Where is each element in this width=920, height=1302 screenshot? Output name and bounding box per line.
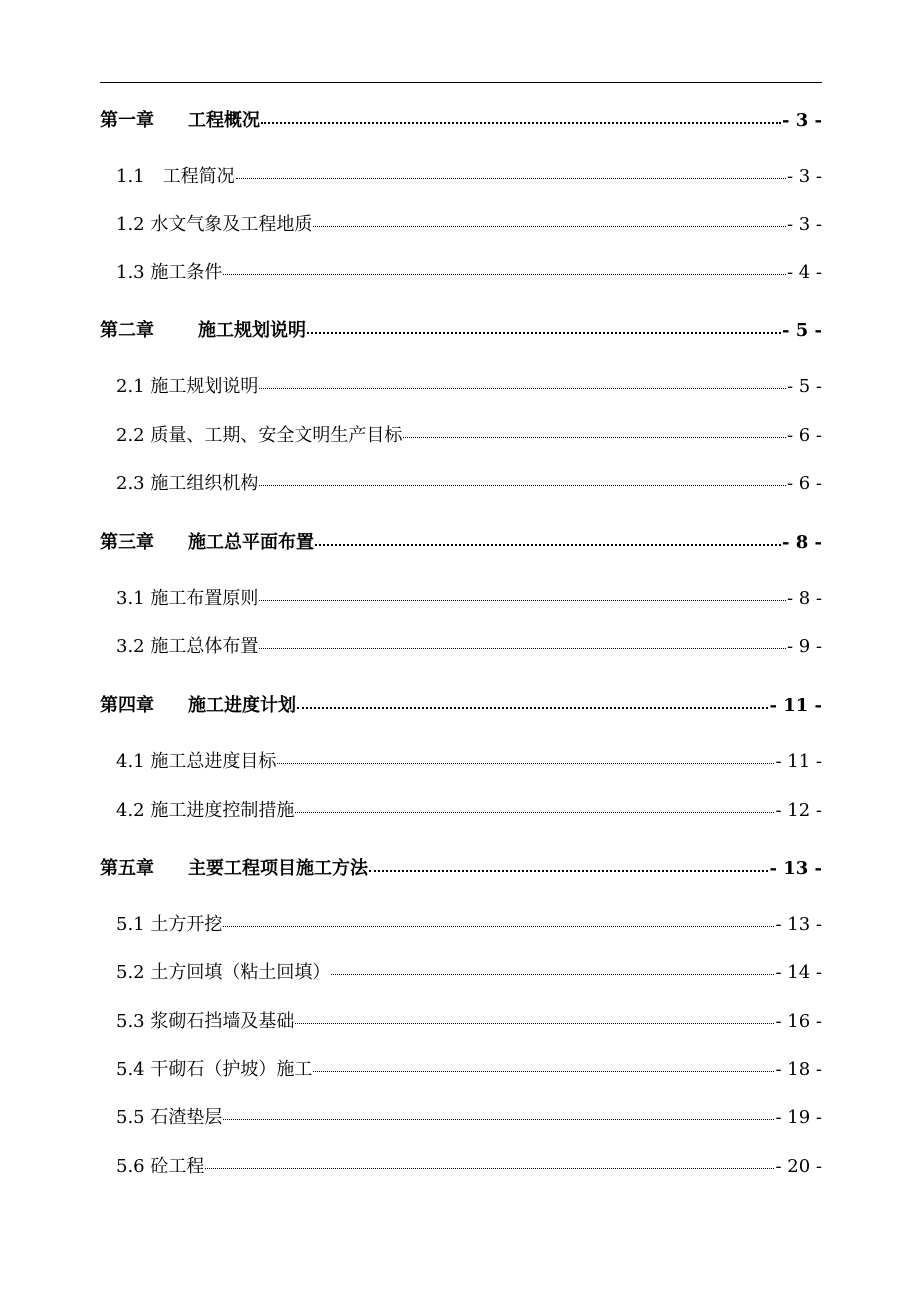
toc-page-number: - 20 - (775, 1156, 822, 1177)
toc-section-label: 4.1 施工总进度目标 (116, 751, 277, 772)
toc-section-3-2[interactable] (116, 632, 822, 658)
toc-section-2-2[interactable] (116, 421, 822, 447)
toc-page-number: - 8 - (786, 588, 822, 609)
toc-leader (259, 647, 786, 649)
toc-page-number: - 6 - (786, 473, 822, 494)
toc-leader (205, 1167, 774, 1169)
toc-page-number: - 13 - (775, 914, 822, 935)
toc-leader (315, 543, 781, 546)
toc-page-number: - 18 - (775, 1059, 822, 1080)
toc-page-number: - 6 - (786, 425, 822, 446)
toc-chapter-label: 第五章 主要工程项目施工方法 (100, 858, 368, 879)
toc-section-label: 1.3 施工条件 (116, 262, 223, 283)
toc-leader (313, 225, 786, 227)
toc-section-5-6[interactable] (116, 1152, 822, 1178)
toc-page-number: - 5 - (786, 376, 822, 397)
toc-page-number: - 8 - (782, 532, 822, 553)
toc-chapter-label: 第三章 施工总平面布置 (100, 532, 314, 553)
toc-chapter-4[interactable] (100, 691, 822, 717)
toc-section-label: 2.3 施工组织机构 (116, 473, 259, 494)
toc-section-2-3[interactable] (116, 469, 822, 495)
toc-page-number: - 3 - (786, 166, 822, 187)
toc-leader (223, 273, 786, 275)
toc-page-number: - 14 - (775, 962, 822, 983)
toc-leader (313, 1070, 774, 1072)
toc-page-number: - 5 - (782, 320, 822, 341)
toc-leader (259, 387, 786, 389)
toc-chapter-3[interactable] (100, 528, 822, 554)
toc-section-5-1[interactable] (116, 910, 822, 936)
toc-section-5-4[interactable] (116, 1055, 822, 1081)
toc-page-number: - 16 - (775, 1011, 822, 1032)
toc-page-number: - 19 - (775, 1107, 822, 1128)
toc-page-number: - 12 - (775, 800, 822, 821)
toc-page-number: - 3 - (786, 214, 822, 235)
toc-section-1-1[interactable] (116, 162, 822, 188)
toc-section-label: 3.1 施工布置原则 (116, 588, 259, 609)
toc-chapter-1[interactable] (100, 106, 822, 132)
toc-leader (403, 436, 786, 438)
toc-leader (331, 973, 774, 975)
toc-section-4-1[interactable] (116, 747, 822, 773)
toc-section-5-5[interactable] (116, 1103, 822, 1129)
header-rule (100, 82, 822, 83)
toc-section-5-3[interactable] (116, 1007, 822, 1033)
toc-page-number: - 13 - (769, 858, 822, 879)
toc-chapter-label: 第一章 工程概况 (100, 110, 260, 131)
toc-section-label: 5.1 土方开挖 (116, 914, 223, 935)
toc-leader (223, 1118, 774, 1120)
toc-chapter-label: 第四章 施工进度计划 (100, 695, 296, 716)
toc-chapter-label: 第二章 施工规划说明 (100, 320, 306, 341)
toc-section-2-1[interactable] (116, 372, 822, 398)
toc-leader (277, 762, 774, 764)
toc-section-label: 2.2 质量、工期、安全文明生产目标 (116, 425, 403, 446)
toc-leader (261, 121, 781, 124)
toc-page-number: - 9 - (786, 636, 822, 657)
toc-leader (236, 177, 786, 179)
toc-section-label: 4.2 施工进度控制措施 (116, 800, 295, 821)
toc-leader (259, 484, 786, 486)
toc-chapter-5[interactable] (100, 854, 822, 880)
toc-leader (295, 811, 774, 813)
toc-page-number: - 4 - (786, 262, 822, 283)
toc-page-number: - 3 - (782, 110, 822, 131)
toc-section-label: 1.1 工程简况 (116, 166, 235, 187)
toc-section-5-2[interactable] (116, 958, 822, 984)
toc-leader (223, 925, 774, 927)
toc-leader (259, 599, 786, 601)
toc-section-1-3[interactable] (116, 258, 822, 284)
toc-leader (295, 1022, 774, 1024)
toc-leader (297, 706, 768, 709)
toc-section-label: 1.2 水文气象及工程地质 (116, 214, 313, 235)
toc-section-label: 5.4 干砌石（护坡）施工 (116, 1059, 313, 1080)
toc-section-label: 5.3 浆砌石挡墙及基础 (116, 1011, 295, 1032)
toc-page-number: - 11 - (775, 751, 822, 772)
toc-page-number: - 11 - (769, 695, 822, 716)
toc-section-3-1[interactable] (116, 584, 822, 610)
toc-leader (307, 331, 781, 334)
toc-chapter-2[interactable] (100, 316, 822, 342)
toc-section-4-2[interactable] (116, 796, 822, 822)
toc-section-label: 5.5 石渣垫层 (116, 1107, 223, 1128)
toc-section-label: 2.1 施工规划说明 (116, 376, 259, 397)
toc-section-label: 5.6 砼工程 (116, 1156, 205, 1177)
toc-leader (369, 869, 768, 872)
toc-section-label: 3.2 施工总体布置 (116, 636, 259, 657)
toc-section-label: 5.2 土方回填（粘土回填） (116, 962, 331, 983)
toc-section-1-2[interactable] (116, 210, 822, 236)
